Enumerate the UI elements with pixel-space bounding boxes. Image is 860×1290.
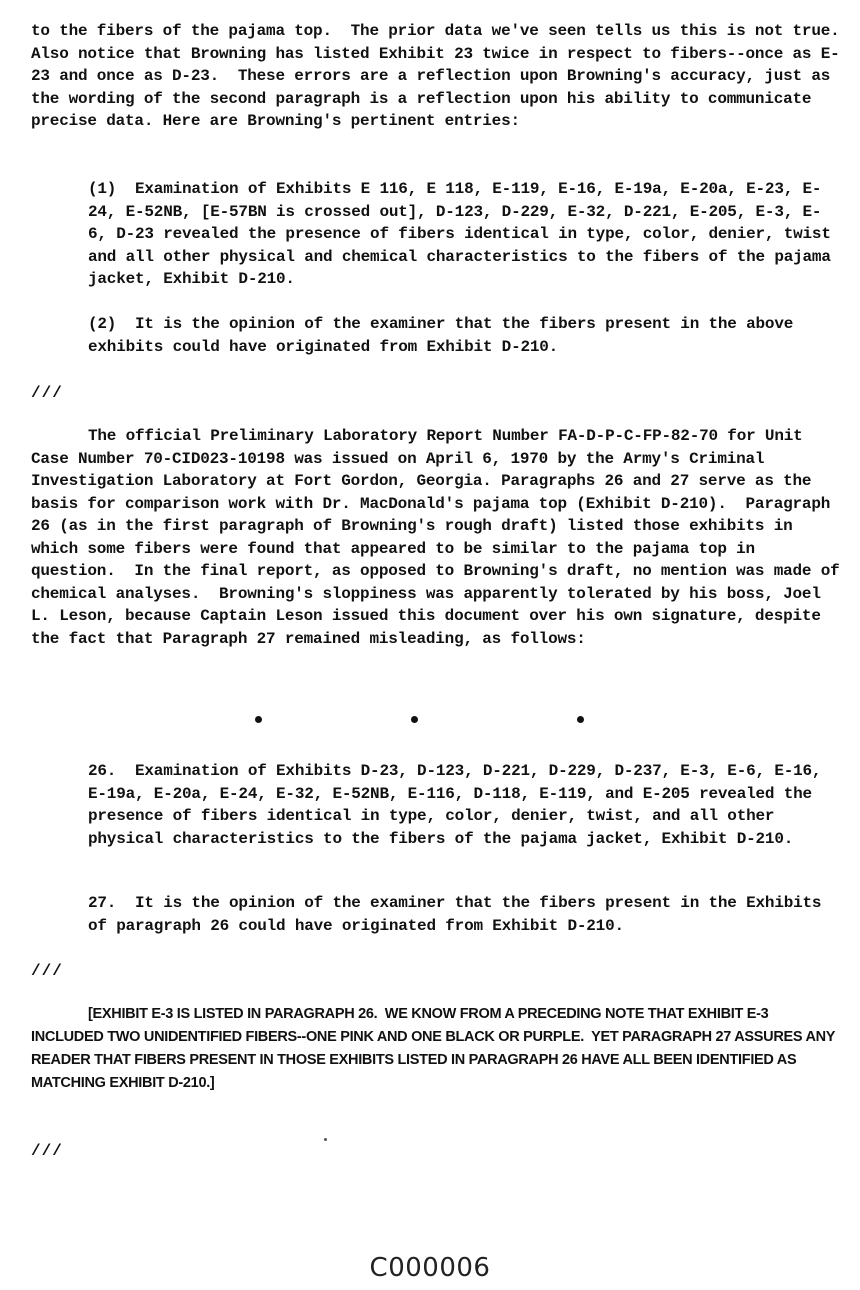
browning-entry-1: (1) Examination of Exhibits E 116, E 118, E-119, E-16, E-19a, E-20a, E-23, E-24, E-52NB, [E-57BN is crossed out], D-123, D-229, E-32, D-221, E-205, E-3, E-6, D-23 revealed the presence of fibers identical in type, color, denier, twist and all other physical and chemical characteristics to the fibers of the pajama jacket, Exhibit D-210. — [88, 180, 841, 288]
browning-entry-2: (2) It is the opinion of the examiner that the fibers present in the above exhibits could have originated from Exhibit D-210. — [88, 315, 803, 356]
section-separator: /// — [31, 962, 63, 980]
ellipsis-dot — [411, 716, 418, 723]
lab-report-paragraph: The official Preliminary Laboratory Report Number FA-D-P-C-FP-82-70 for Unit Case Number 70-CID023-10198 was issued on April 6, 1970 by the Army's Criminal Investigation Laboratory at Fort Gordon, Georgia. Paragraphs 26 and 27 serve as the basis for comparison work with Dr. MacDonald's pajama top (Exhibit D-210). Paragraph 26 (as in the first paragraph of Browning's rough draft) listed those exhibits in which some fibers were found that appeared to be similar to the pajama top in question. In the final report, as opposed to Browning's draft, no mention was made of chemical analyses. Browning's sloppiness was apparently tolerated by his boss, Joel L. Leson, because Captain Leson issued this document over his own signature, despite the fact that Paragraph 27 remained misleading, as follows: — [31, 427, 849, 648]
section-separator: /// — [31, 1142, 63, 1160]
ellipsis-dot — [255, 716, 262, 723]
intro-paragraph: to the fibers of the pajama top. The prior data we've seen tells us this is not true. Also notice that Browning has listed Exhibit 23 twice in respect to fibers--once as E-23 and once as D-23. These errors are a reflection upon Browning's accuracy, just as the wording of the second paragraph is a reflection upon his ability to communicate precise data. Here are Browning's pertinent entries: — [31, 22, 859, 130]
report-paragraph-26: 26. Examination of Exhibits D-23, D-123, D-221, D-229, D-237, E-3, E-6, E-16, E-19a, E-20a, E-24, E-32, E-52NB, E-116, D-118, E-119, and E-205 revealed the presence of fibers identical in type, color, denier, twist, and all other physical characteristics to the fibers of the pajama jacket, Exhibit D-210. — [88, 762, 831, 848]
report-paragraph-27: 27. It is the opinion of the examiner that the fibers present in the Exhibits of paragraph 26 could have originated from Exhibit D-210. — [88, 894, 831, 935]
ellipsis-dots — [0, 708, 860, 732]
scan-speck — [324, 1138, 327, 1141]
page-stamp: C000006 — [369, 1253, 491, 1283]
ellipsis-dot — [577, 716, 584, 723]
section-separator: /// — [31, 384, 63, 402]
bracketed-note: [EXHIBIT E-3 IS LISTED IN PARAGRAPH 26. WE KNOW FROM A PRECEDING NOTE THAT EXHIBIT E-3 INCLUDED TWO UNIDENTIFIED FIBERS--ONE PINK AND ONE BLACK OR PURPLE. YET PARAGRAPH 27 ASSURES ANY READER THAT FIBERS PRESENT IN THOSE EXHIBITS LISTED IN PARAGRAPH 26 HAVE ALL BEEN IDENTIFIED AS MATCHING EXHIBIT D-210.] — [31, 1006, 839, 1091]
